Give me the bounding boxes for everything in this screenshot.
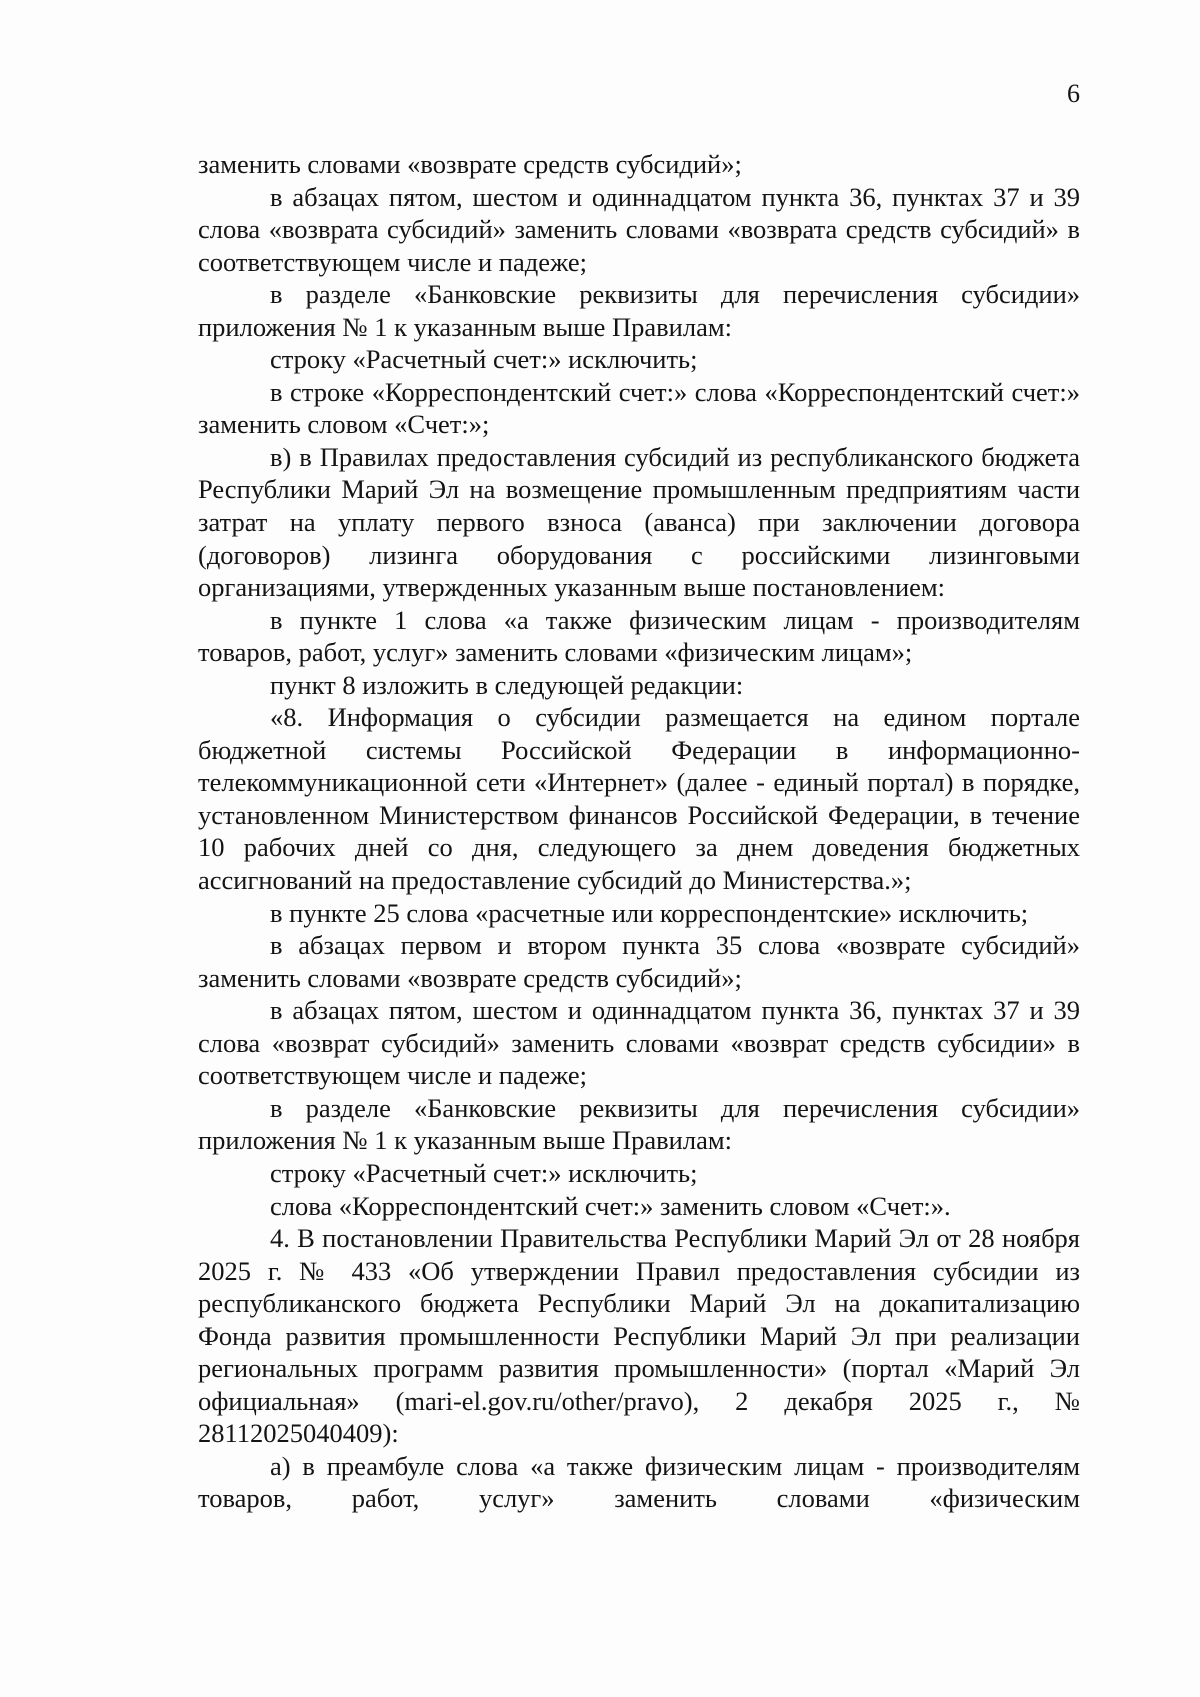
paragraph: в строке «Корреспондентский счет:» слова «Корреспондентский счет:» заменить словом «Счет:»; xyxy=(198,376,1080,440)
paragraph-continuation: заменить словами «возврате средств субсидий»; xyxy=(198,149,742,179)
paragraph: строку «Расчетный счет:» исключить; xyxy=(270,344,698,375)
paragraph: в разделе «Банковские реквизиты для перечисления субсидии» приложения № 1 к указанным выше Правилам: xyxy=(198,1092,1080,1156)
paragraph-quoted-item-8: «8. Информация о субсидии размещается на едином портале бюджетной системы Российской Федерации в информационно-телекоммуникационной сети «Интернет» (далее - единый портал) в порядке, установленном Министерством финансов Российской Федерации, в течение 10 рабочих дней со дня, следующего за днем доведения бюджетных ассигнований на предоставление субсидий до Министерства.»; xyxy=(198,702,1080,896)
document-body xyxy=(198,148,1080,1515)
paragraph: в пункте 25 слова «расчетные или корреспондентские» исключить; xyxy=(270,897,1029,928)
paragraph-subitem-a: а) в преамбуле слова «а также физическим лицам - производителям товаров, работ, услуг» заменить словами «физическим xyxy=(198,1450,1080,1514)
paragraph: слова «Корреспондентский счет:» заменить словом «Счет:». xyxy=(270,1190,951,1221)
paragraph-item-4: 4. В постановлении Правительства Республики Марий Эл от 28 ноября 2025 г. № 433 «Об утверждении Правил предоставления субсидии из республиканского бюджета Республики Марий Эл на докапитализацию Фонда развития промышленности Республики Марий Эл при реализации региональных программ развития промышленности» (портал «Марий Эл официальная» (mari-el.gov.ru/other/pravo), 2 декабря 2025 г., № 28112025040409): xyxy=(198,1223,1080,1449)
paragraph: в абзацах пятом, шестом и одиннадцатом пункта 36, пунктах 37 и 39 слова «возврата субсидий» заменить словами «возврата средств субсидий» в соответствующем числе и падеже; xyxy=(198,181,1080,277)
paragraph: строку «Расчетный счет:» исключить; xyxy=(270,1157,698,1188)
paragraph: в абзацах первом и втором пункта 35 слова «возврате субсидий» заменить словами «возврате средств субсидий»; xyxy=(198,930,1080,993)
page-number: 6 xyxy=(1067,79,1080,108)
paragraph: в абзацах пятом, шестом и одиннадцатом пункта 36, пунктах 37 и 39 слова «возврат субсидий» заменить словами «возврат средств субсидии» в соответствующем числе и падеже; xyxy=(198,995,1080,1091)
paragraph: в пункте 1 слова «а также физическим лицам - производителям товаров, работ, услуг» заменить словами «физическим лицам»; xyxy=(198,604,1080,668)
paragraph: пункт 8 изложить в следующей редакции: xyxy=(270,669,744,700)
paragraph-subitem-v: в) в Правилах предоставления субсидий из республиканского бюджета Республики Марий Эл на возмещение промышленным предприятиям части затрат на уплату первого взноса (аванса) при заключении договора (договоров) лизинга оборудования с российскими лизинговыми организациями, утвержденных указанным выше постановлением: xyxy=(198,441,1080,603)
paragraph: в разделе «Банковские реквизиты для перечисления субсидии» приложения № 1 к указанным выше Правилам: xyxy=(198,279,1080,342)
